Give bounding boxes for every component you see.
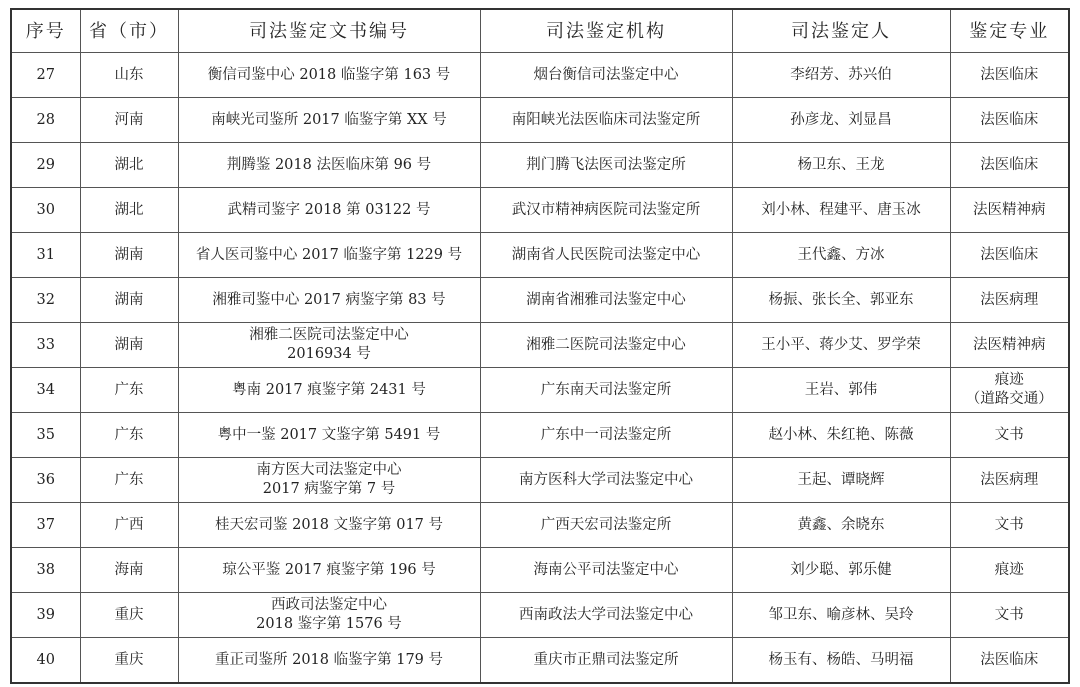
index-cell: 27 <box>11 53 80 98</box>
document-number-cell: 湘雅司鉴中心 2017 病鉴字第 83 号 <box>178 278 480 323</box>
index-cell: 31 <box>11 233 80 278</box>
table-row <box>11 233 1069 278</box>
index-cell: 32 <box>11 278 80 323</box>
province-cell: 湖南 <box>80 323 178 368</box>
table-row <box>11 638 1069 684</box>
document-number-cell: 衡信司鉴中心 2018 临鉴字第 163 号 <box>178 53 480 98</box>
institution-cell: 广东中一司法鉴定所 <box>480 413 732 458</box>
institution-cell: 湖南省湘雅司法鉴定中心 <box>480 278 732 323</box>
table-row <box>11 323 1069 368</box>
specialty-cell: 文书 <box>950 413 1069 458</box>
appraisal-table <box>10 8 1070 684</box>
appraisers-cell: 孙彦龙、刘显昌 <box>732 98 950 143</box>
appraisers-cell: 杨振、张长全、郭亚东 <box>732 278 950 323</box>
province-cell: 山东 <box>80 53 178 98</box>
specialty-cell: 法医临床 <box>950 638 1069 684</box>
specialty-cell: 文书 <box>950 593 1069 638</box>
table-body <box>11 53 1069 684</box>
document-number-cell: 西政司法鉴定中心 2018 鉴字第 1576 号 <box>178 593 480 638</box>
province-cell: 湖北 <box>80 143 178 188</box>
specialty-cell: 法医临床 <box>950 143 1069 188</box>
institution-cell: 武汉市精神病医院司法鉴定所 <box>480 188 732 233</box>
document-number-cell: 南峡光司鉴所 2017 临鉴字第 XX 号 <box>178 98 480 143</box>
appraisers-cell: 赵小林、朱红艳、陈薇 <box>732 413 950 458</box>
province-cell: 重庆 <box>80 638 178 684</box>
document-number-cell: 湘雅二医院司法鉴定中心 2016934 号 <box>178 323 480 368</box>
appraisers-cell: 刘小林、程建平、唐玉冰 <box>732 188 950 233</box>
index-cell: 28 <box>11 98 80 143</box>
table-row <box>11 98 1069 143</box>
table-row <box>11 368 1069 413</box>
header-institution: 司法鉴定机构 <box>480 9 732 53</box>
province-cell: 湖北 <box>80 188 178 233</box>
document-number-cell: 武精司鉴字 2018 第 03122 号 <box>178 188 480 233</box>
document-number-cell: 粤南 2017 痕鉴字第 2431 号 <box>178 368 480 413</box>
index-cell: 33 <box>11 323 80 368</box>
institution-cell: 广西天宏司法鉴定所 <box>480 503 732 548</box>
appraisers-cell: 王代鑫、方冰 <box>732 233 950 278</box>
document-number-cell: 荆腾鉴 2018 法医临床第 96 号 <box>178 143 480 188</box>
index-cell: 29 <box>11 143 80 188</box>
index-cell: 34 <box>11 368 80 413</box>
index-cell: 37 <box>11 503 80 548</box>
table-row <box>11 593 1069 638</box>
index-cell: 30 <box>11 188 80 233</box>
province-cell: 河南 <box>80 98 178 143</box>
institution-cell: 南方医科大学司法鉴定中心 <box>480 458 732 503</box>
table-row <box>11 413 1069 458</box>
specialty-cell: 痕迹 <box>950 548 1069 593</box>
appraisers-cell: 李绍芳、苏兴伯 <box>732 53 950 98</box>
index-cell: 40 <box>11 638 80 684</box>
appraisers-cell: 黄鑫、余晓东 <box>732 503 950 548</box>
table-row <box>11 278 1069 323</box>
header-specialty: 鉴定专业 <box>950 9 1069 53</box>
province-cell: 海南 <box>80 548 178 593</box>
table-row <box>11 143 1069 188</box>
index-cell: 36 <box>11 458 80 503</box>
institution-cell: 重庆市正鼎司法鉴定所 <box>480 638 732 684</box>
specialty-cell: 法医病理 <box>950 278 1069 323</box>
province-cell: 湖南 <box>80 233 178 278</box>
document-number-cell: 桂天宏司鉴 2018 文鉴字第 017 号 <box>178 503 480 548</box>
province-cell: 广东 <box>80 458 178 503</box>
document-number-cell: 琼公平鉴 2017 痕鉴字第 196 号 <box>178 548 480 593</box>
specialty-cell: 法医临床 <box>950 53 1069 98</box>
province-cell: 重庆 <box>80 593 178 638</box>
institution-cell: 烟台衡信司法鉴定中心 <box>480 53 732 98</box>
header-province: 省（市） <box>80 9 178 53</box>
document-number-cell: 重正司鉴所 2018 临鉴字第 179 号 <box>178 638 480 684</box>
institution-cell: 广东南天司法鉴定所 <box>480 368 732 413</box>
appraisers-cell: 杨卫东、王龙 <box>732 143 950 188</box>
province-cell: 广东 <box>80 368 178 413</box>
institution-cell: 湖南省人民医院司法鉴定中心 <box>480 233 732 278</box>
index-cell: 35 <box>11 413 80 458</box>
specialty-cell: 文书 <box>950 503 1069 548</box>
specialty-cell: 法医精神病 <box>950 323 1069 368</box>
specialty-cell: 法医精神病 <box>950 188 1069 233</box>
table-row <box>11 458 1069 503</box>
institution-cell: 湘雅二医院司法鉴定中心 <box>480 323 732 368</box>
specialty-cell: 法医临床 <box>950 98 1069 143</box>
appraisers-cell: 王岩、郭伟 <box>732 368 950 413</box>
institution-cell: 南阳峡光法医临床司法鉴定所 <box>480 98 732 143</box>
header-row <box>11 9 1069 53</box>
appraisers-cell: 王小平、蒋少艾、罗学荣 <box>732 323 950 368</box>
institution-cell: 荆门腾飞法医司法鉴定所 <box>480 143 732 188</box>
index-cell: 38 <box>11 548 80 593</box>
header-document-number: 司法鉴定文书编号 <box>178 9 480 53</box>
table-row <box>11 188 1069 233</box>
institution-cell: 海南公平司法鉴定中心 <box>480 548 732 593</box>
specialty-cell: 痕迹 （道路交通） <box>950 368 1069 413</box>
province-cell: 广西 <box>80 503 178 548</box>
appraisers-cell: 邹卫东、喻彦林、吴玲 <box>732 593 950 638</box>
appraisers-cell: 刘少聪、郭乐健 <box>732 548 950 593</box>
table-row <box>11 53 1069 98</box>
appraisers-cell: 杨玉有、杨皓、马明福 <box>732 638 950 684</box>
institution-cell: 西南政法大学司法鉴定中心 <box>480 593 732 638</box>
document-number-cell: 粤中一鉴 2017 文鉴字第 5491 号 <box>178 413 480 458</box>
table-row <box>11 503 1069 548</box>
document-number-cell: 南方医大司法鉴定中心 2017 病鉴字第 7 号 <box>178 458 480 503</box>
specialty-cell: 法医临床 <box>950 233 1069 278</box>
specialty-cell: 法医病理 <box>950 458 1069 503</box>
index-cell: 39 <box>11 593 80 638</box>
table-row <box>11 548 1069 593</box>
header-index: 序号 <box>11 9 80 53</box>
province-cell: 广东 <box>80 413 178 458</box>
province-cell: 湖南 <box>80 278 178 323</box>
appraisers-cell: 王起、谭晓辉 <box>732 458 950 503</box>
document-number-cell: 省人医司鉴中心 2017 临鉴字第 1229 号 <box>178 233 480 278</box>
header-appraisers: 司法鉴定人 <box>732 9 950 53</box>
